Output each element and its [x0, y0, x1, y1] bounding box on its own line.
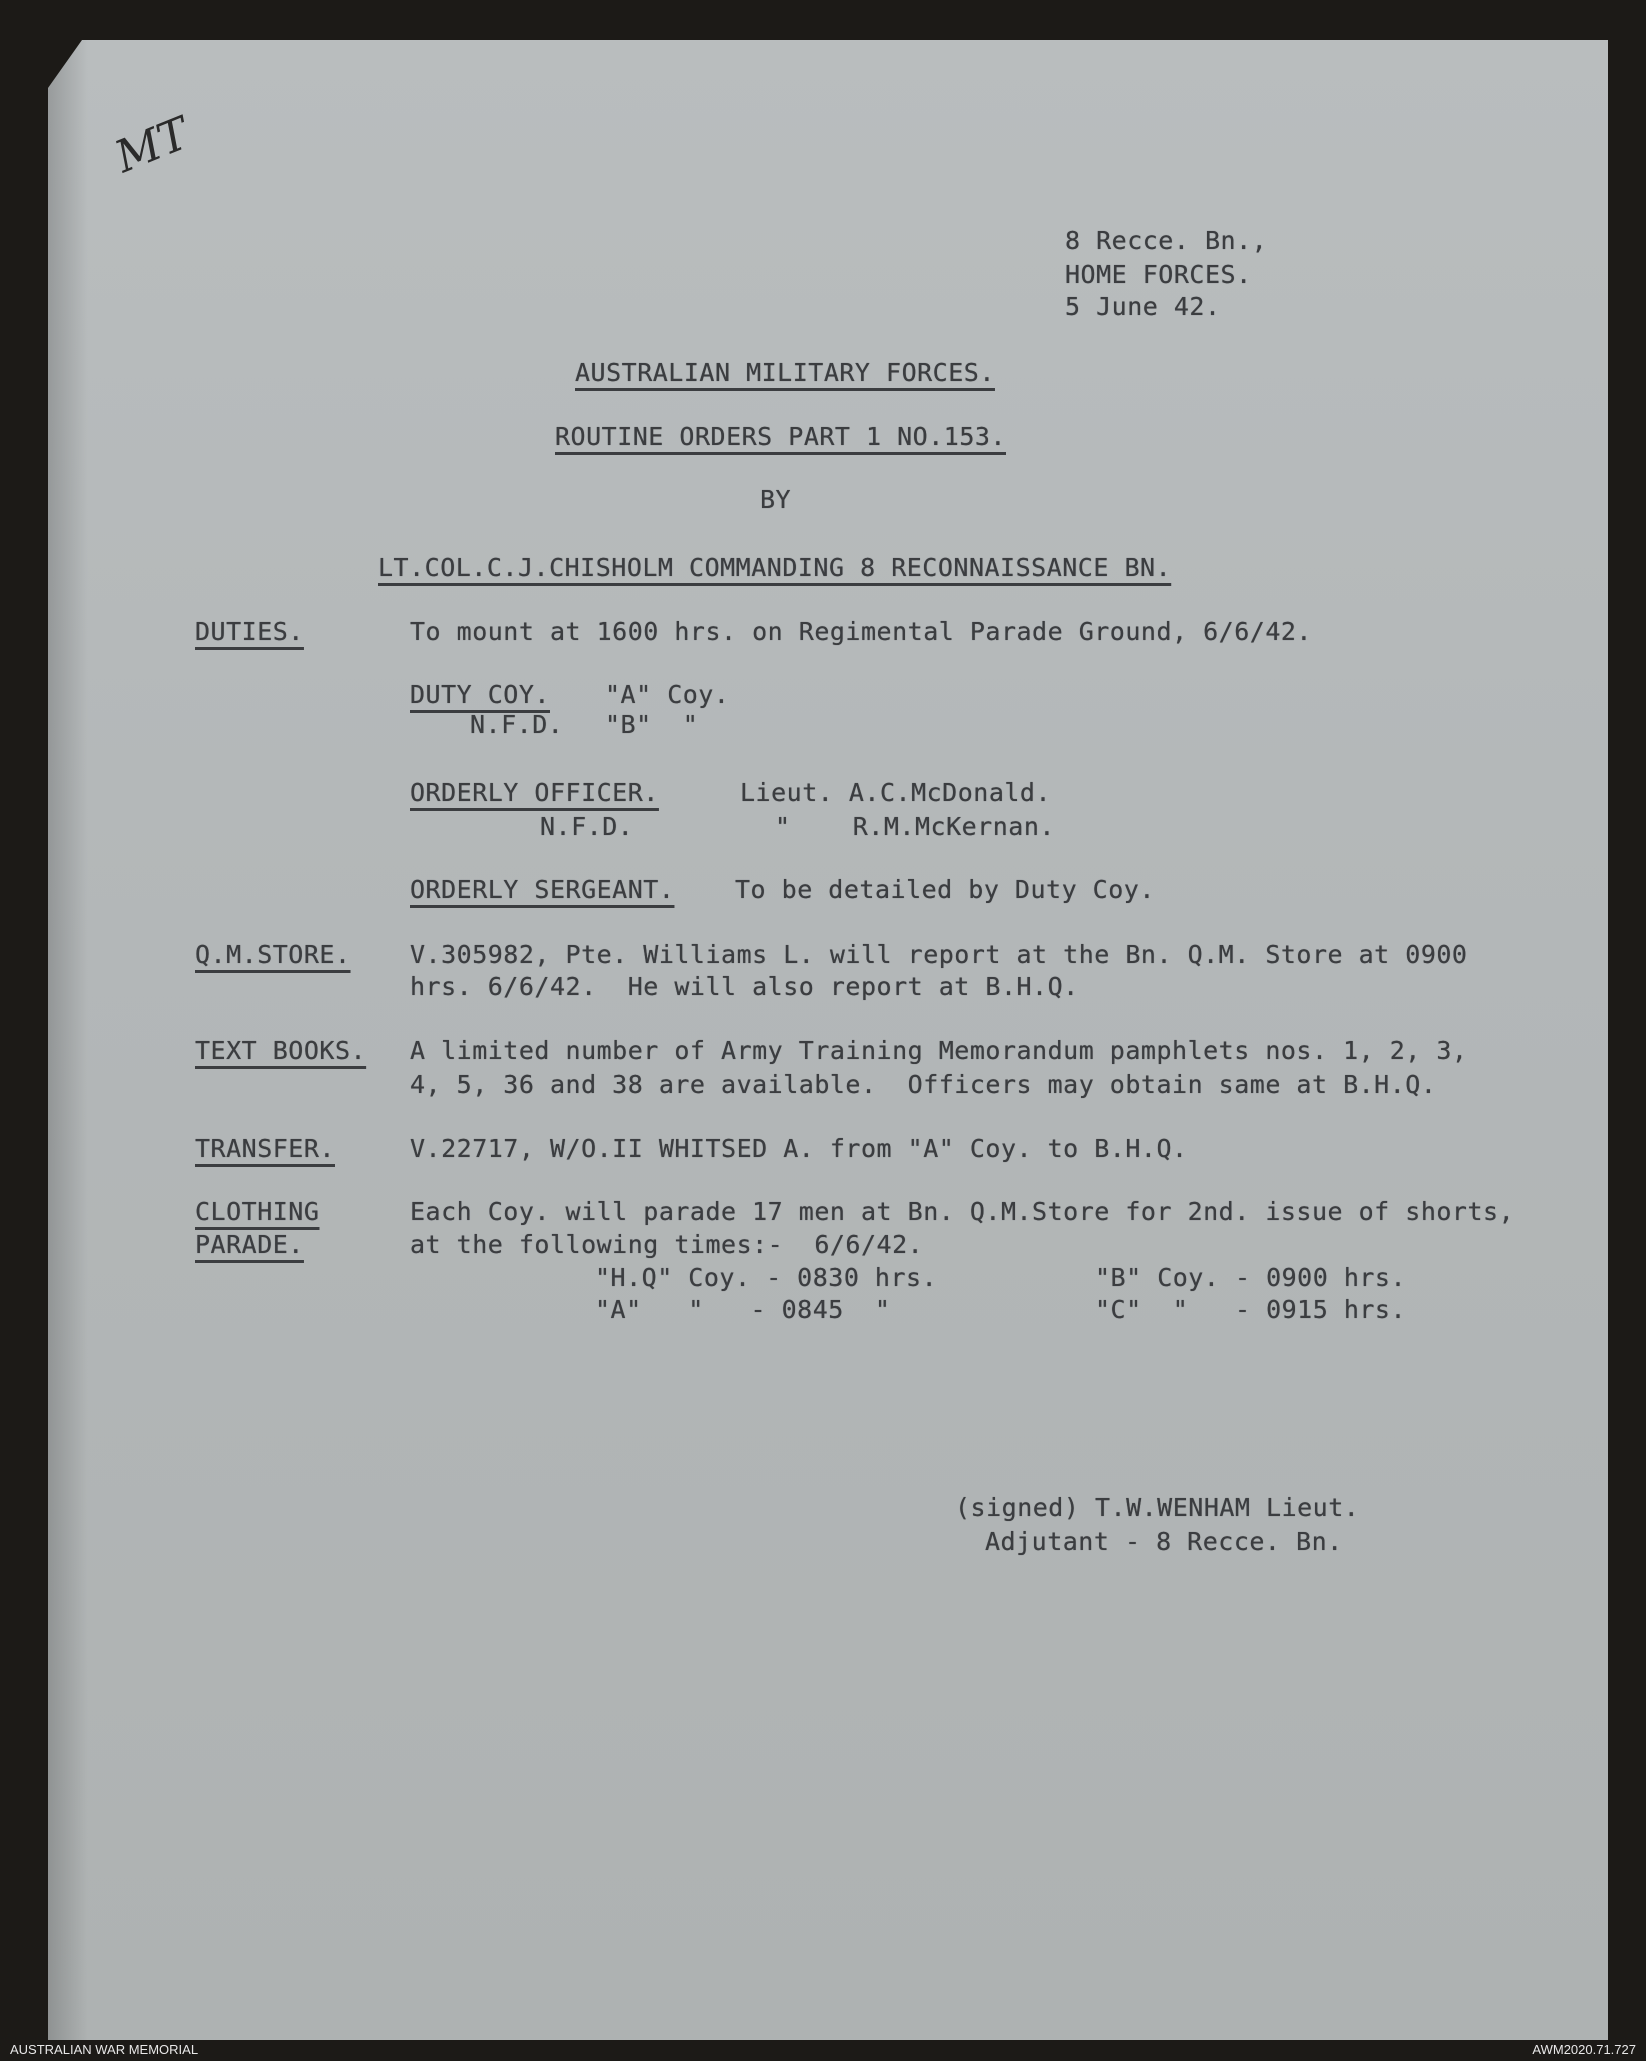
parade-time-b: "B" Coy. - 0900 hrs. — [1095, 1263, 1407, 1292]
text-books-line-1: A limited number of Army Training Memorandum pamphlets nos. 1, 2, 3, — [410, 1036, 1468, 1065]
clothing-heading: CLOTHING — [195, 1197, 320, 1226]
duty-nfd-label: N.F.D. — [470, 710, 564, 739]
signature-line-1: (signed) T.W.WENHAM Lieut. — [955, 1493, 1360, 1522]
duty-coy-label: DUTY COY. — [410, 680, 550, 709]
handwritten-margin-note: MT — [108, 107, 197, 184]
routine-orders-title: ROUTINE ORDERS PART 1 NO.153. — [555, 422, 1006, 451]
orderly-officer-label: ORDERLY OFFICER. — [410, 778, 659, 807]
orderly-sergeant-value: To be detailed by Duty Coy. — [735, 875, 1155, 904]
qm-store-heading: Q.M.STORE. — [195, 940, 351, 969]
orderly-sergeant-label: ORDERLY SERGEANT. — [410, 875, 675, 904]
commander-line: LT.COL.C.J.CHISHOLM COMMANDING 8 RECONNAISSANCE BN. — [378, 553, 1172, 582]
clothing-line-2: at the following times:- 6/6/42. — [410, 1230, 924, 1259]
parade-time-a: "A" " - 0845 " — [595, 1295, 891, 1324]
header-forces: HOME FORCES. — [1065, 260, 1252, 289]
parade-heading: PARADE. — [195, 1230, 304, 1259]
transfer-heading: TRANSFER. — [195, 1134, 335, 1163]
signature-line-2: Adjutant - 8 Recce. Bn. — [985, 1527, 1343, 1556]
footer-archive-id: AWM2020.71.727 — [1532, 2042, 1636, 2057]
duty-coy-value: "A" Coy. — [605, 680, 730, 709]
header-date: 5 June 42. — [1065, 292, 1221, 321]
transfer-text: V.22717, W/O.II WHITSED A. from "A" Coy. to B.H.Q. — [410, 1134, 1188, 1163]
parade-time-c: "C" " - 0915 hrs. — [1095, 1295, 1407, 1324]
duties-text: To mount at 1600 hrs. on Regimental Parade Ground, 6/6/42. — [410, 617, 1312, 646]
orderly-nfd-value: " R.M.McKernan. — [775, 812, 1055, 841]
document-title: AUSTRALIAN MILITARY FORCES. — [575, 358, 995, 387]
text-books-line-2: 4, 5, 36 and 38 are available. Officers may obtain same at B.H.Q. — [410, 1070, 1437, 1099]
footer-archive-name: AUSTRALIAN WAR MEMORIAL — [10, 2042, 199, 2057]
parade-time-hq: "H.Q" Coy. - 0830 hrs. — [595, 1263, 938, 1292]
duty-nfd-value: "B" " — [605, 710, 699, 739]
text-books-heading: TEXT BOOKS. — [195, 1036, 367, 1065]
header-unit: 8 Recce. Bn., — [1065, 226, 1268, 255]
duties-heading: DUTIES. — [195, 617, 304, 646]
qm-store-line-1: V.305982, Pte. Williams L. will report at the Bn. Q.M. Store at 0900 — [410, 940, 1468, 969]
qm-store-line-2: hrs. 6/6/42. He will also report at B.H.Q. — [410, 972, 1079, 1001]
clothing-line-1: Each Coy. will parade 17 men at Bn. Q.M.Store for 2nd. issue of shorts, — [410, 1197, 1515, 1226]
by-line: BY — [760, 485, 792, 514]
orderly-nfd-label: N.F.D. — [540, 812, 634, 841]
orderly-officer-value: Lieut. A.C.McDonald. — [740, 778, 1052, 807]
